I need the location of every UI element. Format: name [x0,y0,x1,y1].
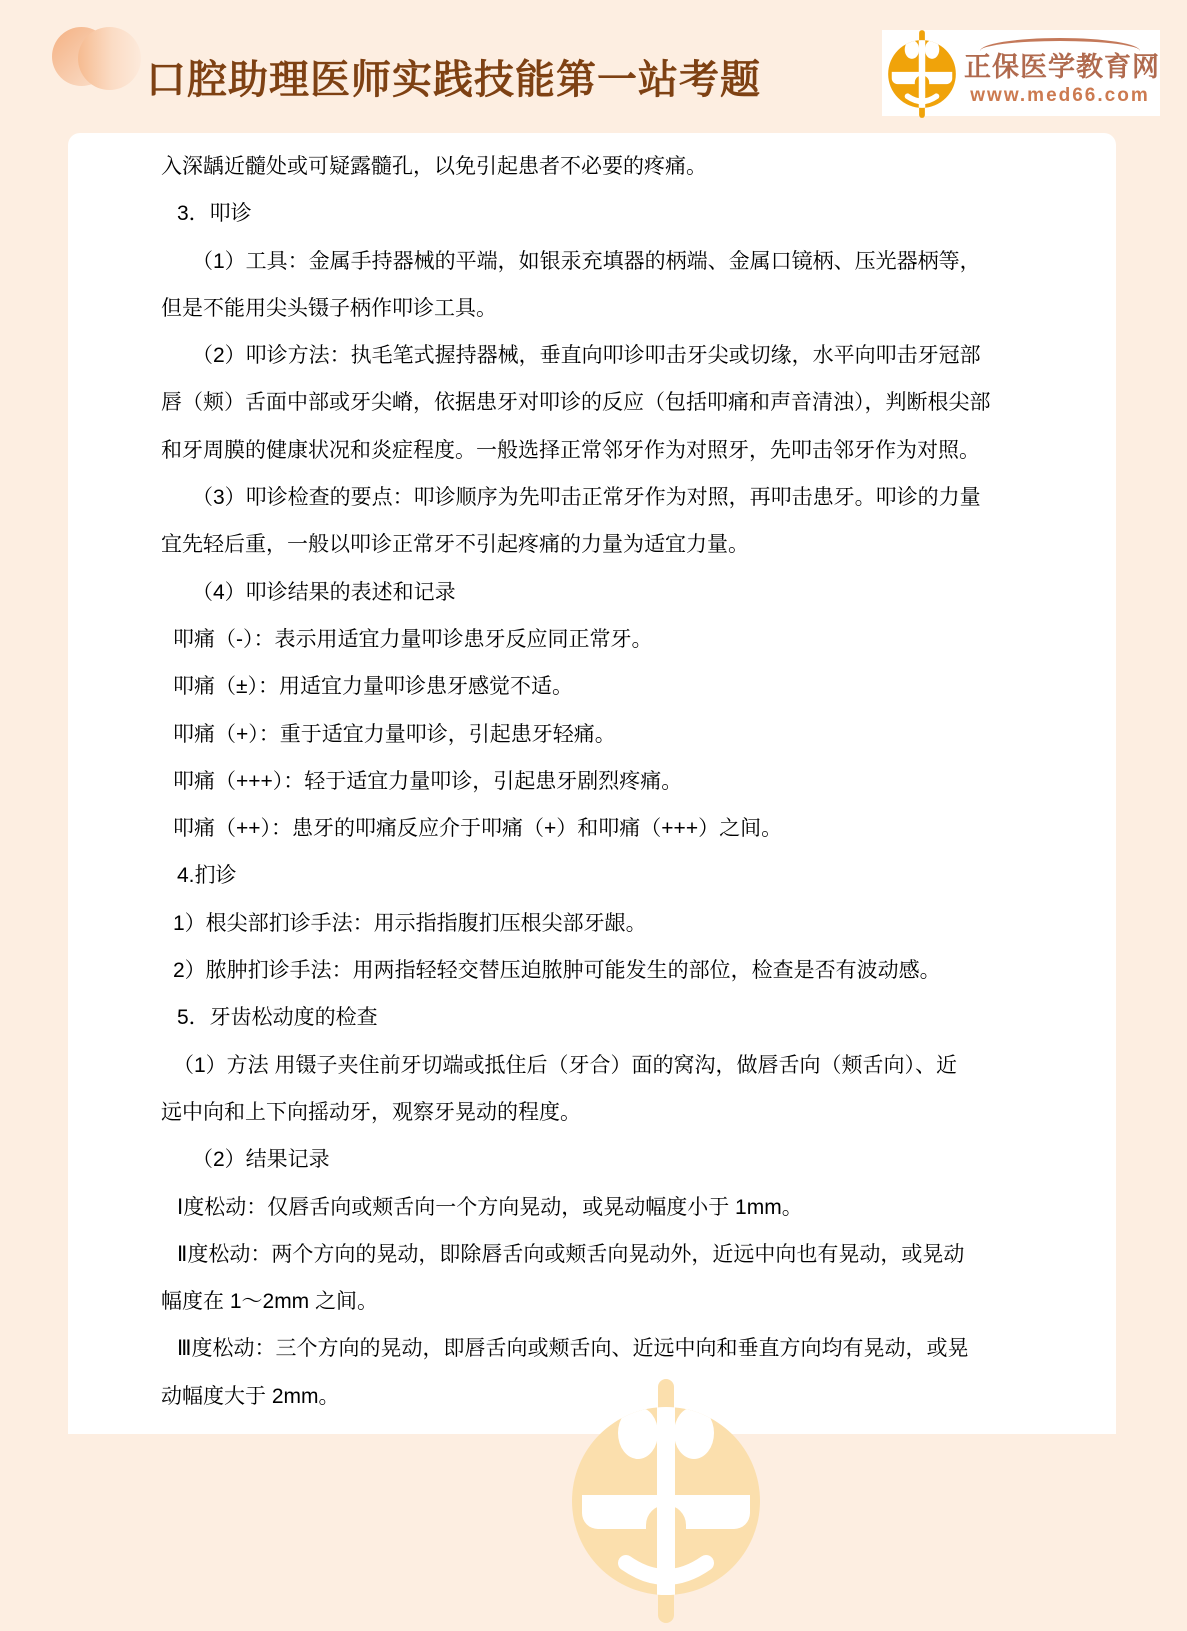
doc-line: 远中向和上下向摇动牙，观察牙晃动的程度。 [161,1100,581,1124]
logo-arc-line [980,38,1140,51]
doc-line: 4.扪诊 [177,864,237,888]
doc-line: （1）工具：金属手持器械的平端，如银汞充填器的柄端、金属口镜柄、压光器柄等， [192,249,981,273]
doc-line: （2）结果记录 [192,1148,330,1172]
doc-line: 幅度在 1～2mm 之间。 [161,1290,379,1314]
logo-site-name: 正保医学教育网 [964,52,1160,82]
doc-line: 叩痛（+）：重于适宜力量叩诊，引起患牙轻痛。 [173,722,616,746]
med66-logo-icon [886,26,958,122]
doc-line: 宜先轻后重，一般以叩诊正常牙不引起疼痛的力量为适宜力量。 [161,533,749,557]
doc-line: 动幅度大于 2mm。 [161,1384,340,1408]
page-title: 口腔助理医师实践技能第一站考题 [146,58,761,102]
doc-line: 1）根尖部扪诊手法：用示指指腹扪压根尖部牙龈。 [173,911,647,935]
doc-line: 唇（颊）舌面中部或牙尖嵴，依据患牙对叩诊的反应（包括叩痛和声音清浊），判断根尖部 [161,391,991,415]
doc-line: 叩痛（-）：表示用适宜力量叩诊患牙反应同正常牙。 [173,627,653,651]
doc-line: 2）脓肿扪诊手法：用两指轻轻交替压迫脓肿可能发生的部位，检查是否有波动感。 [173,959,941,983]
logo-text-block [964,38,1160,110]
doc-line: 叩痛（++）：患牙的叩痛反应介于叩痛（+）和叩痛（+++）之间。 [173,817,783,841]
content-panel [68,133,1116,1434]
doc-line: 但是不能用尖头镊子柄作叩诊工具。 [161,296,497,320]
doc-line: （1）方法 用镊子夹住前牙切端或抵住后（牙合）面的窝沟，做唇舌向（颊舌向）、近 [173,1053,958,1077]
document-body [161,143,1076,1420]
brand-logo [882,30,1160,116]
header-deco-circle-right [78,27,141,90]
doc-line: Ⅰ度松动：仅唇舌向或颊舌向一个方向晃动，或晃动幅度小于 1mm。 [177,1195,803,1219]
doc-line: 和牙周膜的健康状况和炎症程度。一般选择正常邻牙作为对照牙，先叩击邻牙作为对照。 [161,438,980,462]
doc-line: 叩痛（±）：用适宜力量叩诊患牙感觉不适。 [173,675,574,699]
doc-line: 3．叩诊 [177,202,252,226]
doc-line: （4）叩诊结果的表述和记录 [192,580,456,604]
logo-site-url: www.med66.com [970,85,1150,106]
doc-line: （2）叩诊方法：执毛笔式握持器械，垂直向叩诊叩击牙尖或切缘，水平向叩击牙冠部 [192,344,981,368]
doc-line: Ⅲ度松动：三个方向的晃动，即唇舌向或颊舌向、近远中向和垂直方向均有晃动，或晃 [177,1337,969,1361]
doc-line: 入深龋近髓处或可疑露髓孔，以免引起患者不必要的疼痛。 [161,155,707,178]
doc-line: 5．牙齿松动度的检查 [177,1006,378,1030]
doc-line: Ⅱ度松动：两个方向的晃动，即除唇舌向或颊舌向晃动外，近远中向也有晃动，或晃动 [177,1242,965,1266]
doc-line: 叩痛（+++）：轻于适宜力量叩诊，引起患牙剧烈疼痛。 [173,769,683,793]
doc-line: （3）叩诊检查的要点：叩诊顺序为先叩击正常牙作为对照，再叩击患牙。叩诊的力量 [192,486,981,510]
